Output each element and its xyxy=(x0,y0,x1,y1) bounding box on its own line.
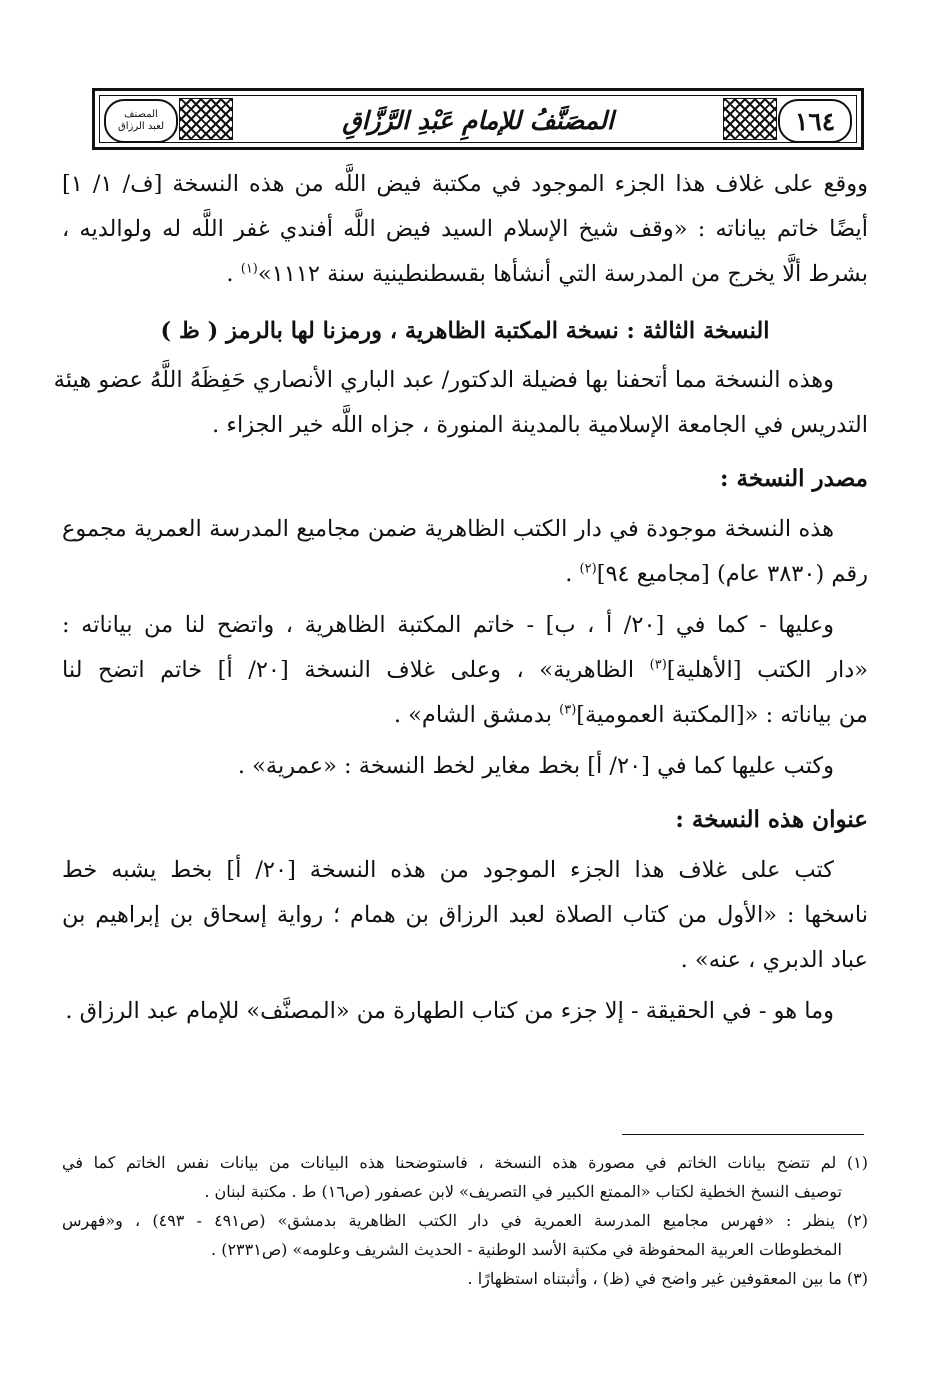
footnote-line: توصيف النسخ الخطية لكتاب «الممتع الكبير في التصريف» لابن عصفور (ص١٦) ط . مكتبة لبنان . xyxy=(204,1182,842,1201)
seal-line-2: لعبد الرزاق xyxy=(117,121,165,132)
subheading-title: عنوان هذه النسخة : xyxy=(675,806,868,833)
ornament-right xyxy=(723,98,777,140)
footnote-ref: (٢) xyxy=(579,561,597,577)
paragraph-line: أيضًا خاتم بياناته : «وقف شيخ الإسلام السيد فيض اللَّه أفندي غفر اللَّه له ولوالديه ، xyxy=(62,216,868,242)
footnote-separator xyxy=(622,1134,864,1135)
paragraph-line: ناسخها : «الأول من كتاب الصلاة لعبد الرزاق بن همام ؛ رواية إسحاق بن إبراهيم بن xyxy=(62,902,868,928)
text-run: من بياناته : «[المكتبة العمومية] xyxy=(576,702,868,728)
paragraph-line: التدريس في الجامعة الإسلامية بالمدينة المنورة ، جزاه اللَّه خير الجزاء . xyxy=(212,412,868,438)
paragraph-line: وكتب عليها كما في [٢٠/ أ] بخط مغاير لخط النسخة : «عمرية» . xyxy=(237,753,834,779)
subheading-source: مصدر النسخة : xyxy=(720,465,868,492)
text-run: بدمشق الشام» . xyxy=(393,702,560,728)
section-title: النسخة الثالثة : نسخة المكتبة الظاهرية ، ورمزنا لها بالرمز ( ظ ) xyxy=(160,318,770,344)
text-run: رقم (٣٨٣٠ عام) [مجاميع ٩٤] xyxy=(596,561,868,587)
paragraph-line: كتب على غلاف هذا الجزء الموجود من هذه النسخة [٢٠/ أ] بخط يشبه خط xyxy=(62,857,834,883)
footnote-ref: (١) xyxy=(240,261,258,277)
main-text xyxy=(53,162,868,1034)
footnote-line: (١) لم تتضح بيانات الخاتم في مصورة هذه النسخة ، فاستوضحنا هذه البيانات من بيانات نفس الخاتم كما في xyxy=(62,1153,868,1172)
paragraph-line: وما هو - في الحقيقة - إلا جزء من كتاب الطهارة من «المصنَّف» للإمام عبد الرزاق . xyxy=(65,998,834,1024)
paragraph-line: ووقع على غلاف هذا الجزء الموجود في مكتبة فيض اللَّه من هذه النسخة [ف/ ١/ ١] xyxy=(62,171,868,197)
footnote-ref: (٣) xyxy=(649,657,667,673)
text-run: الظاهرية» ، وعلى غلاف النسخة [٢٠/ أ] خاتم اتضح لنا xyxy=(62,657,650,683)
paragraph-line xyxy=(62,252,868,297)
footnote-line: (٢) ينظر : «فهرس مجاميع المدرسة العمرية في دار الكتب الظاهرية بدمشق» (ص٤٩١ - ٤٩٣) ، و«فهرس xyxy=(62,1211,868,1230)
paragraph-line: عباد الدبري ، عنه» . xyxy=(680,947,868,973)
footnotes xyxy=(62,1148,868,1293)
seal-line-1: المصنف xyxy=(124,109,158,120)
paragraph-line: هذه النسخة موجودة في دار الكتب الظاهرية ضمن مجاميع المدرسة العمرية مجموع xyxy=(62,516,834,542)
running-header xyxy=(92,88,864,150)
paragraph-line: وهذه النسخة مما أتحفنا بها فضيلة الدكتور/ عبد الباري الأنصاري حَفِظَهُ اللَّهُ عضو هيئة xyxy=(53,367,834,393)
paragraph-line xyxy=(62,648,868,693)
text-run: . xyxy=(226,261,241,287)
footnote-ref: (٣) xyxy=(559,702,577,718)
paragraph-line xyxy=(62,552,868,597)
book-seal-logo xyxy=(104,99,178,143)
page-number: ١٦٤ xyxy=(778,99,852,143)
text-run: . xyxy=(565,561,580,587)
paragraph-line xyxy=(62,693,868,738)
running-title: المصَنَّفُ للإمامِ عَبْدِ الرَّزَّاقِ xyxy=(245,101,711,139)
footnote-line: المخطوطات العربية المحفوظة في مكتبة الأسد الوطنية - الحديث الشريف وعلومه» (ص٢٣٣١) . xyxy=(211,1240,842,1259)
ornament-left xyxy=(179,98,233,140)
footnote-line: (٣) ما بين المعقوفين غير واضح في (ظ) ، وأثبتناه استظهارًا . xyxy=(467,1269,868,1288)
text-run: بشرط ألَّا يخرج من المدرسة التي أنشأها بقسطنطينية سنة ١١١٢» xyxy=(257,261,868,287)
text-run: «دار الكتب [الأهلية] xyxy=(666,657,868,683)
paragraph-line: وعليها - كما في [٢٠/ أ ، ب] - خاتم المكتبة الظاهرية ، واتضح لنا من بياناته : xyxy=(62,612,834,638)
